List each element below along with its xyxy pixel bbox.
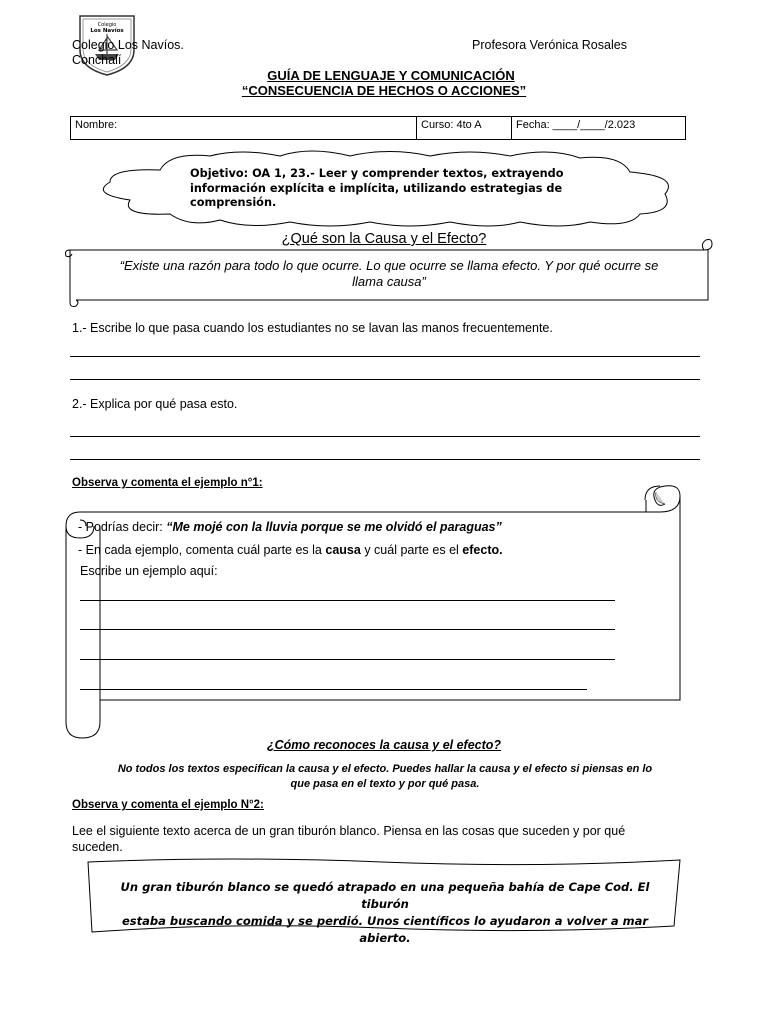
logo-text-2: Los Navíos [90,28,124,34]
answer-line[interactable] [70,356,700,357]
answer-line[interactable] [70,379,700,380]
objective-line: Objetivo: OA 1, 23.- Leer y comprender textos, extrayendo [190,167,564,180]
effect-word: efecto. [462,543,503,557]
answer-line[interactable] [70,436,700,437]
example-1-heading: Observa y comenta el ejemplo n°1: [72,477,263,489]
date-field[interactable]: Fecha: ____/____/2.023 [512,117,686,140]
name-field[interactable]: Nombre: [71,117,417,140]
recognize-text [75,762,695,792]
objective-line: comprensión. [190,196,277,209]
example-answer-line[interactable] [80,600,615,601]
recognize-line: que pasa en el texto y por qué pasa. [290,778,480,790]
instruction-prefix: - En cada ejemplo, comenta cuál parte es la [78,543,322,557]
example-1-instruction [78,543,503,557]
student-info-table [70,116,686,140]
write-example-prompt: Escribe un ejemplo aquí: [80,564,218,578]
guide-subtitle: “CONSECUENCIA DE HECHOS O ACCIONES” [241,83,527,98]
question-1: 1.- Escribe lo que pasa cuando los estudiantes no se lavan las manos frecuentemente. [72,321,553,335]
section-title-cause-effect: ¿Qué son la Causa y el Efecto? [281,231,487,247]
story-line: estaba buscando comida y se perdió. Unos científicos lo ayudaron a volver a mar abierto. [121,914,649,945]
cause-word: causa [325,543,361,557]
example-1-sentence [78,520,502,534]
story-line: Un gran tiburón blanco se quedó atrapado en una pequeña bahía de Cape Cod. El tiburón [120,880,650,911]
guide-title-text: GUÍA DE LENGUAJE Y COMUNICACIÓN [267,68,515,83]
cause-effect-quote [72,258,706,290]
school-commune: Conchalí [72,53,122,67]
school-name: Colegio Los Navíos. [72,38,184,52]
school-header [72,38,184,68]
quote-line: “Existe una razón para todo lo que ocurre. Lo que ocurre se llama efecto. Y por qué ocurre se [119,258,659,273]
teacher-name: Profesora Verónica Rosales [472,38,627,52]
objective-line: información explícita e implícita, utilizando estrategias de [190,181,563,195]
example-answer-line[interactable] [80,659,615,660]
intro-line: Lee el siguiente texto acerca de un gran tiburón blanco. Piensa en las cosas que suceden y por qué [72,824,626,838]
intro-line: suceden. [72,840,123,854]
example-2-heading: Observa y comenta el ejemplo N°2: [72,799,264,811]
example-2-intro [72,823,712,855]
instruction-middle: y cuál parte es el [364,543,459,557]
recognize-title: ¿Cómo reconoces la causa y el efecto? [266,738,502,752]
shark-story [110,879,660,947]
answer-line[interactable] [70,459,700,460]
question-2: 2.- Explica por qué pasa esto. [72,397,238,411]
example-answer-line[interactable] [80,629,615,630]
guide-title [0,68,768,83]
quote-line: llama causa” [352,274,426,289]
course-field: Curso: 4to A [417,117,512,140]
objective-text [190,167,590,211]
example-answer-line[interactable] [80,689,587,690]
could-say-prefix: - Podrías decir: [78,520,163,534]
could-say-quote: “Me mojé con la lluvia porque se me olvidó el paraguas” [166,520,502,534]
logo-text-1: Colegio [97,22,117,28]
recognize-line: No todos los textos especifican la causa y el efecto. Puedes hallar la causa y el efecto si piensas en lo [117,763,653,775]
